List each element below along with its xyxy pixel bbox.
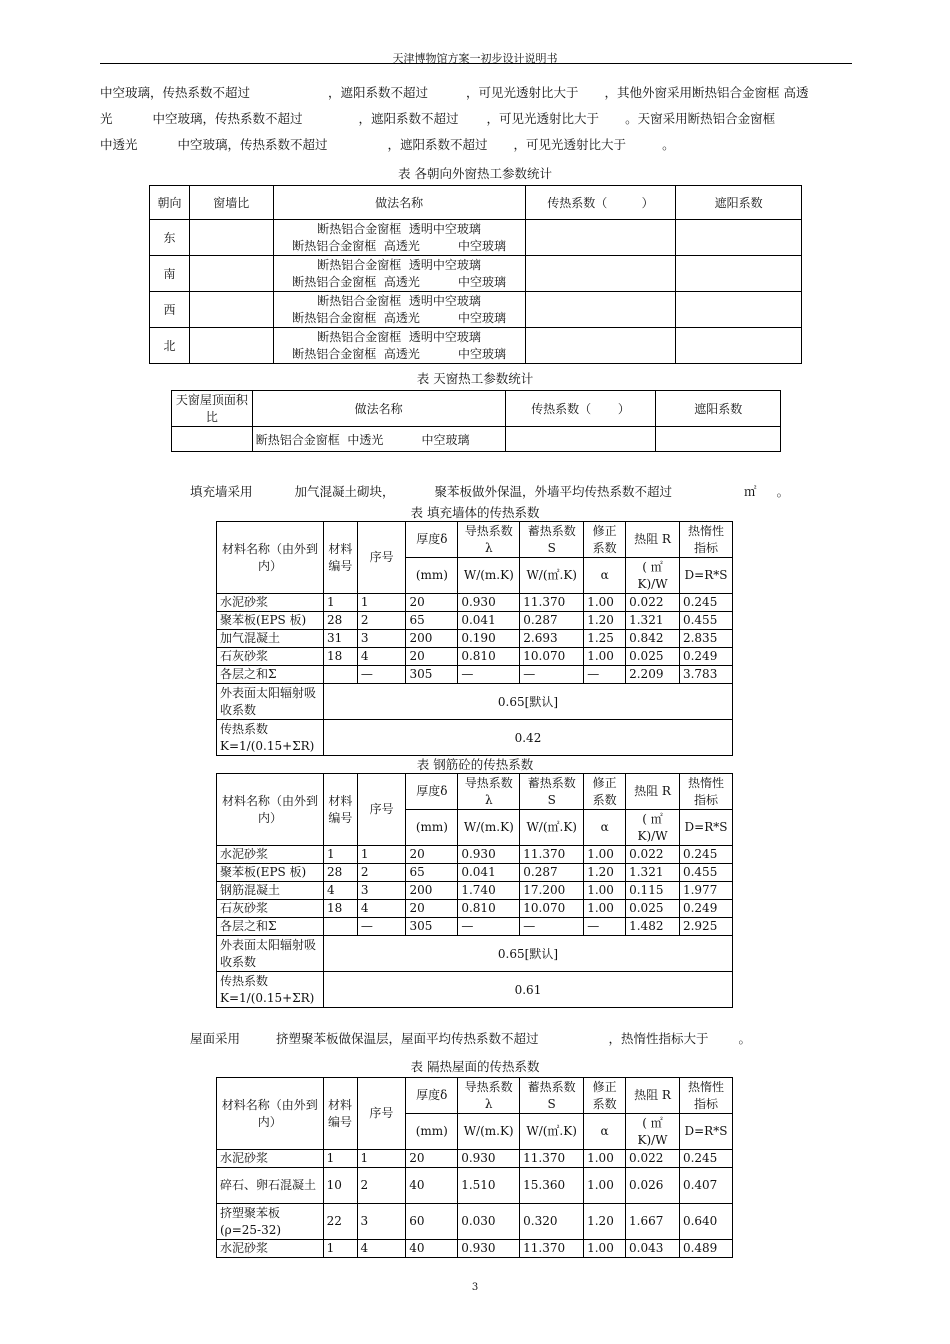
material-rows [217, 846, 733, 936]
column-header: 热惰性指标 [679, 774, 732, 810]
cell: 1 [357, 846, 406, 864]
method-line: 断热铝合金窗框 高透光 中空玻璃 [292, 310, 506, 325]
column-header: 厚度δ [406, 774, 458, 810]
cell: 1.00 [584, 594, 626, 612]
cell: 0.022 [626, 1150, 680, 1168]
cell: 0.407 [679, 1168, 732, 1204]
cell: 20 [406, 1150, 458, 1168]
cell: 1 [323, 1150, 357, 1168]
intro-text: 。 [662, 137, 675, 152]
cell: 20 [406, 594, 458, 612]
table-row [150, 292, 802, 328]
table5-caption: 表 隔热屋面的传热系数 [410, 1059, 540, 1074]
cell: 0.025 [626, 648, 680, 666]
cell: 10.070 [520, 900, 584, 918]
method-line: 断热铝合金窗框 透明中空玻璃 [317, 221, 481, 236]
orientation-cell: 西 [150, 292, 190, 328]
table-header-row [217, 774, 733, 810]
cell: 1.00 [584, 1168, 626, 1204]
table-row [150, 220, 802, 256]
k-label: 传热系数 K=1/(0.15+ΣR) [217, 972, 324, 1008]
method-line: 断热铝合金窗框 透明中空玻璃 [317, 257, 481, 272]
table-row [217, 630, 733, 648]
empty-cell [189, 328, 273, 364]
cell: 0.022 [626, 594, 680, 612]
cell: 各层之和Σ [217, 918, 324, 936]
unit-cell: W/(㎡.K) [520, 558, 584, 594]
column-header: 厚度δ [406, 522, 458, 558]
roof-text: 屋面采用 [190, 1031, 241, 1046]
cell: 2 [357, 864, 406, 882]
cell: 10 [323, 1168, 357, 1204]
cell: 1 [323, 1240, 357, 1258]
cell: 4 [357, 1240, 406, 1258]
cell: 碎石、卵石混凝土 [217, 1168, 324, 1204]
cell: 0.930 [458, 846, 520, 864]
cell: 0.930 [458, 1240, 520, 1258]
cell: 20 [406, 648, 458, 666]
cell: 1.00 [584, 648, 626, 666]
cell: 水泥砂浆 [217, 846, 324, 864]
cell: 聚苯板(EPS 板) [217, 864, 324, 882]
cell: 18 [323, 900, 357, 918]
empty-cell [525, 220, 676, 256]
method-line: 断热铝合金窗框 高透光 中空玻璃 [292, 274, 506, 289]
cell: — [520, 918, 584, 936]
unit-cell: ( ㎡ K)/W [626, 1114, 680, 1150]
empty-cell [189, 220, 273, 256]
absorption-value: 0.65[默认] [323, 684, 732, 720]
cell: 1 [357, 1150, 406, 1168]
intro-text: ，其他外窗采用断热铝合金窗框 高透 [604, 85, 809, 100]
column-header: 天窗屋顶面积比 [172, 391, 253, 427]
column-header: 传热系数（ ） [525, 186, 676, 220]
unit-cell: (mm) [406, 558, 458, 594]
empty-cell [676, 220, 802, 256]
method-line: 断热铝合金窗框 透明中空玻璃 [317, 329, 481, 344]
k-label: 传热系数 K=1/(0.15+ΣR) [217, 720, 324, 756]
material-rows [217, 1150, 733, 1258]
column-header: 修正系数 [584, 774, 626, 810]
unit-cell: D=R*S [679, 1114, 732, 1150]
column-header: 蓄热系数 S [520, 774, 584, 810]
table-row [217, 846, 733, 864]
cell: 1.25 [584, 630, 626, 648]
cell: 1.20 [584, 1204, 626, 1240]
material-rows [217, 594, 733, 684]
cell: 20 [406, 900, 458, 918]
table-row [217, 1150, 733, 1168]
cell: 11.370 [520, 1150, 584, 1168]
column-header: 蓄热系数 S [520, 522, 584, 558]
empty-cell [189, 256, 273, 292]
cell [323, 918, 357, 936]
method-cell [273, 220, 525, 256]
intro-text: 。天窗采用断热铝合金窗框 [625, 111, 776, 126]
cell: 11.370 [520, 1240, 584, 1258]
table-header-row [172, 391, 781, 427]
cell: 200 [406, 630, 458, 648]
table-row [150, 328, 802, 364]
column-header: 蓄热系数 S [520, 1078, 584, 1114]
cell: 0.025 [626, 900, 680, 918]
cell: 0.810 [458, 900, 520, 918]
cell: 0.041 [458, 612, 520, 630]
cell: 0.026 [626, 1168, 680, 1204]
cell: 4 [357, 900, 406, 918]
cell: 0.810 [458, 648, 520, 666]
unit-cell: α [584, 1114, 626, 1150]
cell: 1.20 [584, 612, 626, 630]
column-header: 序号 [357, 774, 406, 846]
cell: 1.00 [584, 1150, 626, 1168]
intro-line-2 [100, 106, 852, 132]
header-rule [100, 63, 852, 64]
cell: 加气混凝土 [217, 630, 324, 648]
wall-text: 填充墙采用 [190, 484, 253, 499]
cell: 0.022 [626, 846, 680, 864]
wall-text: 。 [776, 484, 790, 499]
cell: 20 [406, 846, 458, 864]
empty-cell [172, 427, 253, 452]
cell: 石灰砂浆 [217, 900, 324, 918]
absorption-row [217, 936, 733, 972]
empty-cell [676, 328, 802, 364]
cell: 0.041 [458, 864, 520, 882]
cell: 0.245 [679, 594, 732, 612]
table4-caption: 表 钢筋砼的传热系数 [416, 757, 534, 772]
cell: 11.370 [520, 594, 584, 612]
cell: — [458, 918, 520, 936]
exterior-window-table [149, 185, 802, 364]
column-header: 做法名称 [273, 186, 525, 220]
cell: — [520, 666, 584, 684]
cell: 0.455 [679, 612, 732, 630]
column-header: 热惰性指标 [679, 522, 732, 558]
column-header: 材料编号 [323, 522, 357, 594]
cell: 40 [406, 1168, 458, 1204]
unit-cell: D=R*S [679, 558, 732, 594]
unit-cell: (mm) [406, 1114, 458, 1150]
absorption-label: 外表面太阳辐射吸收系数 [217, 684, 324, 720]
cell: 4 [323, 882, 357, 900]
cell: 1 [357, 594, 406, 612]
cell: 18 [323, 648, 357, 666]
table-row [217, 864, 733, 882]
intro-text: 光 [100, 111, 113, 126]
column-header: 做法名称 [252, 391, 505, 427]
table3-caption: 表 填充墙体的传热系数 [410, 505, 540, 520]
cell: 0.249 [679, 900, 732, 918]
cell: 0.287 [520, 864, 584, 882]
cell: 305 [406, 666, 458, 684]
column-header: 导热系数λ [458, 774, 520, 810]
cell: — [584, 666, 626, 684]
cell: — [357, 666, 406, 684]
cell: 1.00 [584, 846, 626, 864]
column-header: 热惰性指标 [679, 1078, 732, 1114]
absorption-label: 外表面太阳辐射吸收系数 [217, 936, 324, 972]
empty-cell [525, 328, 676, 364]
cell: 挤塑聚苯板(ρ=25-32) [217, 1204, 324, 1240]
cell: 10.070 [520, 648, 584, 666]
cell: 各层之和Σ [217, 666, 324, 684]
intro-text: ，遮阳系数不超过 [328, 85, 429, 100]
cell: 31 [323, 630, 357, 648]
cell: 0.842 [626, 630, 680, 648]
column-header: 遮阳系数 [676, 186, 802, 220]
cell: 1.977 [679, 882, 732, 900]
intro-text: 中空玻璃，传热系数不超过 [152, 111, 303, 126]
column-header: 材料名称（由外到内） [217, 1078, 324, 1150]
cell: 1.20 [584, 864, 626, 882]
cell: 2.925 [679, 918, 732, 936]
table-row [217, 612, 733, 630]
cell: 0.190 [458, 630, 520, 648]
cell: 2.209 [626, 666, 680, 684]
cell: 17.200 [520, 882, 584, 900]
empty-cell [525, 292, 676, 328]
cell: 305 [406, 918, 458, 936]
intro-text: 中透光 [100, 137, 138, 152]
cell: 0.930 [458, 594, 520, 612]
table-row [217, 1204, 733, 1240]
page-number: 3 [471, 1282, 479, 1293]
k-value: 0.42 [323, 720, 732, 756]
k-value: 0.61 [323, 972, 732, 1008]
cell [323, 666, 357, 684]
column-header: 序号 [357, 522, 406, 594]
intro-text: ，可见光透射比大于 [486, 111, 600, 126]
cell: 1.482 [626, 918, 680, 936]
cell: — [584, 918, 626, 936]
unit-cell: W/(㎡.K) [520, 1114, 584, 1150]
intro-text: ，可见光透射比大于 [513, 137, 627, 152]
method-cell: 断热铝合金窗框 中透光 中空玻璃 [252, 427, 505, 452]
column-header: 厚度δ [406, 1078, 458, 1114]
k-value-row [217, 720, 733, 756]
wall-text: ㎡ [744, 484, 757, 499]
cell: 1.00 [584, 900, 626, 918]
unit-cell: D=R*S [679, 810, 732, 846]
cell: 2 [357, 612, 406, 630]
cell: 1.740 [458, 882, 520, 900]
column-header: 热阻 R [626, 522, 680, 558]
table-row [217, 918, 733, 936]
cell: 1.510 [458, 1168, 520, 1204]
cell: — [458, 666, 520, 684]
unit-cell: α [584, 810, 626, 846]
roof-text: ，热惰性指标大于 [608, 1031, 709, 1046]
column-header: 修正系数 [584, 522, 626, 558]
cell: 3 [357, 1204, 406, 1240]
unit-cell: W/(m.K) [458, 810, 520, 846]
absorption-value: 0.65[默认] [323, 936, 732, 972]
cell: 0.245 [679, 1150, 732, 1168]
cell: 2.693 [520, 630, 584, 648]
cell: 0.489 [679, 1240, 732, 1258]
cell: — [357, 918, 406, 936]
wall-paragraph [190, 479, 830, 505]
cell: 3.783 [679, 666, 732, 684]
cell: 2.835 [679, 630, 732, 648]
orientation-cell: 东 [150, 220, 190, 256]
method-cell [273, 292, 525, 328]
column-header: 材料编号 [323, 774, 357, 846]
empty-cell [676, 256, 802, 292]
cell: 4 [357, 648, 406, 666]
method-cell [273, 256, 525, 292]
cell: 1.321 [626, 612, 680, 630]
document-header-title: 天津博物馆方案一初步设计说明书 [392, 52, 558, 65]
skylight-table [171, 390, 781, 452]
column-header: 传热系数（ ） [505, 391, 656, 427]
cell: 65 [406, 612, 458, 630]
column-header: 朝向 [150, 186, 190, 220]
cell: 200 [406, 882, 458, 900]
unit-cell: W/(m.K) [458, 558, 520, 594]
method-line: 断热铝合金窗框 高透光 中空玻璃 [292, 238, 506, 253]
cell: 0.320 [520, 1204, 584, 1240]
table2-caption: 表 天窗热工参数统计 [416, 371, 534, 386]
column-header: 材料名称（由外到内） [217, 522, 324, 594]
cell: 11.370 [520, 846, 584, 864]
empty-cell [525, 256, 676, 292]
column-header: 序号 [357, 1078, 406, 1150]
cell: 3 [357, 630, 406, 648]
orientation-cell: 北 [150, 328, 190, 364]
empty-cell [656, 427, 781, 452]
roof-insulation-table [216, 1077, 733, 1258]
column-header: 遮阳系数 [656, 391, 781, 427]
intro-text: ，遮阳系数不超过 [358, 111, 459, 126]
cell: 22 [323, 1204, 357, 1240]
cell: 水泥砂浆 [217, 1240, 324, 1258]
cell: 3 [357, 882, 406, 900]
cell: 60 [406, 1204, 458, 1240]
table1-caption: 表 各朝向外窗热工参数统计 [398, 166, 552, 181]
cell: 1.667 [626, 1204, 680, 1240]
intro-text: ，遮阳系数不超过 [387, 137, 488, 152]
cell: 聚苯板(EPS 板) [217, 612, 324, 630]
absorption-row [217, 684, 733, 720]
roof-paragraph [190, 1026, 830, 1052]
cell: 28 [323, 864, 357, 882]
unit-cell: W/(m.K) [458, 1114, 520, 1150]
wall-text: 加气混凝土砌块， [294, 484, 395, 499]
column-header: 热阻 R [626, 774, 680, 810]
empty-cell [189, 292, 273, 328]
cell: 15.360 [520, 1168, 584, 1204]
intro-paragraph [100, 80, 852, 158]
cell: 水泥砂浆 [217, 1150, 324, 1168]
intro-line-1 [100, 80, 852, 106]
cell: 40 [406, 1240, 458, 1258]
infill-wall-table [216, 521, 733, 756]
method-line: 断热铝合金窗框 透明中空玻璃 [317, 293, 481, 308]
cell: 0.287 [520, 612, 584, 630]
method-cell [273, 328, 525, 364]
cell: 0.030 [458, 1204, 520, 1240]
cell: 0.640 [679, 1204, 732, 1240]
table-row [217, 1240, 733, 1258]
table-header-row [150, 186, 802, 220]
table-row [217, 594, 733, 612]
cell: 1.00 [584, 1240, 626, 1258]
method-line: 断热铝合金窗框 高透光 中空玻璃 [292, 346, 506, 361]
table-row [217, 666, 733, 684]
cell: 2 [357, 1168, 406, 1204]
unit-cell: α [584, 558, 626, 594]
column-header: 材料编号 [323, 1078, 357, 1150]
column-header: 导热系数λ [458, 522, 520, 558]
cell: 1.321 [626, 864, 680, 882]
column-header: 导热系数λ [458, 1078, 520, 1114]
k-value-row [217, 972, 733, 1008]
column-header: 窗墙比 [189, 186, 273, 220]
roof-text: 挤塑聚苯板做保温层，屋面平均传热系数不超过 [276, 1031, 539, 1046]
table-row [150, 256, 802, 292]
column-header: 修正系数 [584, 1078, 626, 1114]
unit-cell: (mm) [406, 810, 458, 846]
cell: 石灰砂浆 [217, 648, 324, 666]
rc-wall-table [216, 773, 733, 1008]
cell: 65 [406, 864, 458, 882]
table-row [217, 1168, 733, 1204]
unit-cell: ( ㎡ K)/W [626, 810, 680, 846]
intro-line-3 [100, 132, 852, 158]
table-row [217, 648, 733, 666]
unit-cell: W/(㎡.K) [520, 810, 584, 846]
table-header-row [217, 1078, 733, 1114]
unit-cell: ( ㎡ K)/W [626, 558, 680, 594]
cell: 0.930 [458, 1150, 520, 1168]
cell: 0.115 [626, 882, 680, 900]
table-row [217, 882, 733, 900]
cell: 0.249 [679, 648, 732, 666]
intro-text: ，可见光透射比大于 [466, 85, 579, 100]
cell: 28 [323, 612, 357, 630]
intro-text: 中空玻璃，传热系数不超过 [177, 137, 328, 152]
orientation-cell: 南 [150, 256, 190, 292]
empty-cell [676, 292, 802, 328]
column-header: 热阻 R [626, 1078, 680, 1114]
cell: 1 [323, 846, 357, 864]
table-row [172, 427, 781, 452]
column-header: 材料名称（由外到内） [217, 774, 324, 846]
cell: 水泥砂浆 [217, 594, 324, 612]
table-header-row [217, 522, 733, 558]
cell: 1 [323, 594, 357, 612]
table-row [217, 900, 733, 918]
cell: 0.245 [679, 846, 732, 864]
wall-text: 聚苯板做外保温，外墙平均传热系数不超过 [434, 484, 673, 499]
cell: 1.00 [584, 882, 626, 900]
empty-cell [505, 427, 656, 452]
cell: 0.043 [626, 1240, 680, 1258]
cell: 钢筋混凝土 [217, 882, 324, 900]
roof-text: 。 [738, 1031, 752, 1046]
intro-text: 中空玻璃，传热系数不超过 [100, 85, 251, 100]
cell: 0.455 [679, 864, 732, 882]
